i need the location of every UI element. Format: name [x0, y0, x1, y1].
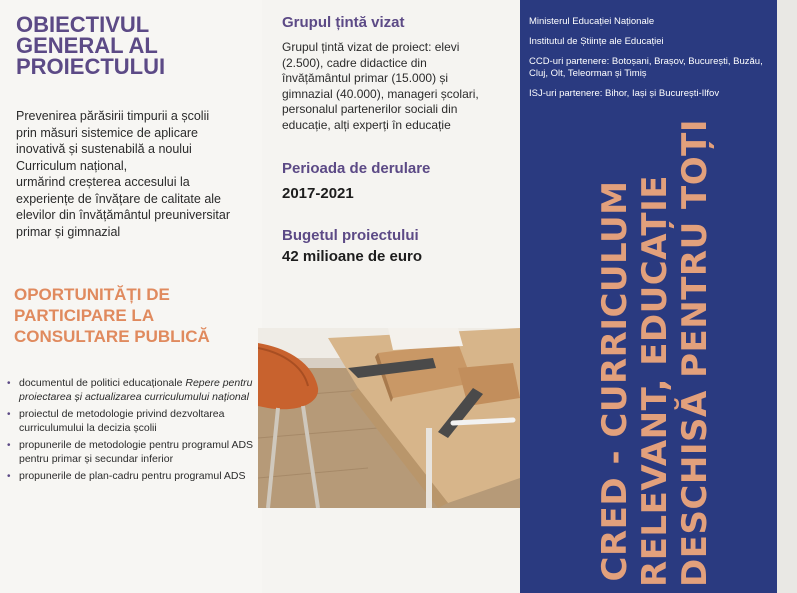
objective-title [16, 14, 165, 77]
list-item [6, 408, 258, 435]
desk-photo [258, 328, 520, 508]
slogan-area [535, 119, 775, 587]
list-item [6, 439, 258, 466]
target-group-line: educație, alți experți în educație [282, 117, 451, 132]
project-slogan [595, 119, 715, 587]
objective-text [16, 108, 252, 240]
list-item-text: propunerile de metodologie pentru programul ADS pentru primar și secundar inferior [19, 439, 254, 465]
period-value: 2017-2021 [282, 185, 354, 202]
target-group-line: învățământul primar (15.000) și [282, 71, 449, 85]
objective-text-line: inovativă și sustenabilă a noului [16, 142, 192, 156]
budget-title: Bugetul proiectului [282, 227, 419, 244]
target-group-line: gimnazial (40.000), manageri școlari, [282, 86, 479, 101]
desk-photo-illustration [258, 328, 520, 508]
bullet-icon: • [7, 409, 11, 420]
period-title: Perioada de derulare [282, 160, 431, 177]
slogan-line: DESCHISĂ PENTRU TOȚI [675, 119, 715, 587]
list-item-italic: Repere pentru proiectarea și actualizarea curriculumului național [19, 377, 253, 403]
budget-value: 42 milioane de euro [282, 248, 423, 265]
list-item-text: propunerile de plan-cadru pentru programul ADS [19, 470, 246, 482]
slogan-line: CRED - CURRICULUM [595, 180, 635, 582]
objective-title-line: GENERAL AL [16, 33, 158, 58]
objective-title-line: OBIECTIVUL [16, 12, 150, 37]
objective-text-line: Curriculum național, [16, 158, 128, 173]
partner-line: ISJ-uri partenere: Bihor, Iași și București-Ilfov [529, 88, 720, 99]
partner-line: Institutul de Științe ale Educației [529, 36, 664, 47]
objective-text-line: primar și gimnazial [16, 224, 121, 239]
objective-text-line: prin măsuri sistemice de aplicare [16, 125, 199, 140]
bullet-icon: • [7, 378, 11, 389]
objective-text-line: elevilor din învățământul preuniversitar [16, 208, 230, 222]
opportunities-title [14, 284, 210, 347]
target-group-title: Grupul țintă vizat [282, 14, 405, 31]
partner-line: Ministerul Educației Naționale [529, 16, 655, 27]
target-group-text [282, 40, 512, 133]
list-item [6, 470, 258, 484]
bullet-icon: • [7, 471, 11, 482]
partners-block [529, 16, 773, 108]
opportunities-title-line: CONSULTARE PUBLICĂ [14, 327, 210, 346]
page-edge [777, 0, 797, 593]
objective-text-line: Prevenirea părăsirii timpurii a școlii [16, 109, 210, 123]
objective-text-line: urmărind creșterea accesului la [16, 175, 190, 189]
objective-title-line: PROIECTULUI [16, 54, 166, 79]
slogan-line: RELEVANT, EDUCAȚIE [635, 175, 675, 587]
target-group-line: (2.500), cadre didactice din [282, 55, 427, 70]
opportunities-title-line: OPORTUNITĂȚI DE [14, 285, 170, 304]
partner-line: CCD-uri partenere: Botoșani, Brașov, București, Buzău, Cluj, Olt, Teleorman și Timiș [529, 56, 763, 79]
objective-text-line: experiențe de învățare de calitate ale [16, 191, 221, 206]
list-item-text: proiectul de metodologie privind dezvoltarea curriculumului la decizia școlii [19, 408, 225, 434]
opportunities-list [6, 377, 258, 488]
opportunities-title-line: PARTICIPARE LA [14, 306, 155, 325]
bullet-icon: • [7, 440, 11, 451]
list-item [6, 377, 258, 404]
target-group-line: Grupul țintă vizat de proiect: elevi [282, 40, 460, 54]
list-item-text: documentul de politici educaționale [19, 377, 186, 389]
target-group-line: personalul partenerilor sociali din [282, 102, 458, 116]
